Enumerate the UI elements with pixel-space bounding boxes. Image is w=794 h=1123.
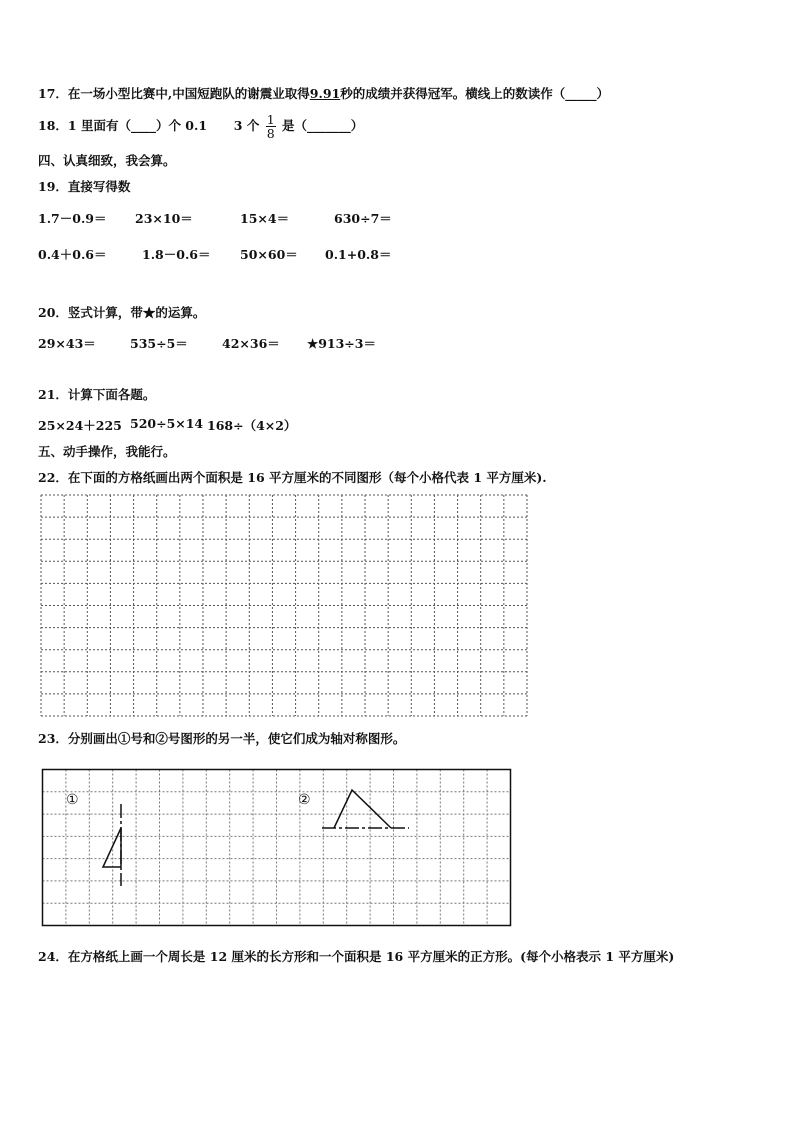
question-19: 19．直接写得数: [38, 179, 131, 194]
section-5-heading: 五、动手操作，我能行。: [38, 444, 176, 459]
question-23: 23．分别画出①号和②号图形的另一半，使它们成为轴对称图形。: [38, 731, 406, 746]
q20-item-2: 535÷5＝: [130, 336, 188, 351]
shape-2-half-triangle: [334, 790, 391, 828]
q20-item-1: 29×43＝: [38, 336, 96, 351]
q19-r1-c4: 630÷7＝: [334, 211, 392, 226]
q20-item-4: ★913÷3＝: [307, 336, 376, 351]
q19-r1-c3: 15×4＝: [240, 211, 290, 226]
question-17: 17．在一场小型比赛中,中国短跑队的谢震业取得9.91秒的成绩并获得冠军。横线上的数读作（_____）: [38, 86, 609, 101]
fraction-one-eighth: $\frac{1}{8}$: [266, 112, 275, 141]
q19-r1-c2: 23×10＝: [135, 211, 193, 226]
q20-item-3: 42×36＝: [222, 336, 280, 351]
question-22: 22．在下面的方格纸画出两个面积是 16 平方厘米的不同图形（每个小格代表 1 平方厘米).: [38, 470, 547, 485]
question-24: 24．在方格纸上画一个周长是 12 厘米的长方形和一个面积是 16 平方厘米的正方形。(每个小格表示 1 平方厘米): [38, 949, 675, 964]
q19-r2-c3: 50×60＝: [240, 247, 298, 262]
question-20: 20．竖式计算，带★的运算。: [38, 305, 206, 320]
grid-paper-23[interactable]: [41, 768, 513, 928]
underlined-number: 9.91: [309, 86, 341, 101]
q21-item-2: 520÷5×14: [130, 416, 204, 431]
question-21: 21．计算下面各题。: [38, 387, 156, 402]
shape-marker-1: ①: [66, 792, 79, 808]
q19-r2-c2: 1.8－0.6＝: [142, 247, 211, 262]
q19-r2-c4: 0.1+0.8＝: [325, 247, 392, 262]
question-18: 18．1 里面有（____）个 0.1 3 个 $\frac{1}{8}$ 是（_______）: [38, 112, 364, 141]
q19-r2-c1: 0.4＋0.6＝: [38, 247, 107, 262]
q21-item-3: 168÷（4×2）: [207, 418, 297, 433]
shape-1-half-trapezoid: [103, 828, 121, 867]
q21-item-1: 25×24＋225: [38, 418, 122, 433]
section-4-heading: 四、认真细致，我会算。: [38, 153, 176, 168]
shape-marker-2: ②: [298, 792, 311, 808]
grid-paper-22[interactable]: [39, 493, 529, 719]
q19-r1-c1: 1.7－0.9＝: [38, 211, 107, 226]
